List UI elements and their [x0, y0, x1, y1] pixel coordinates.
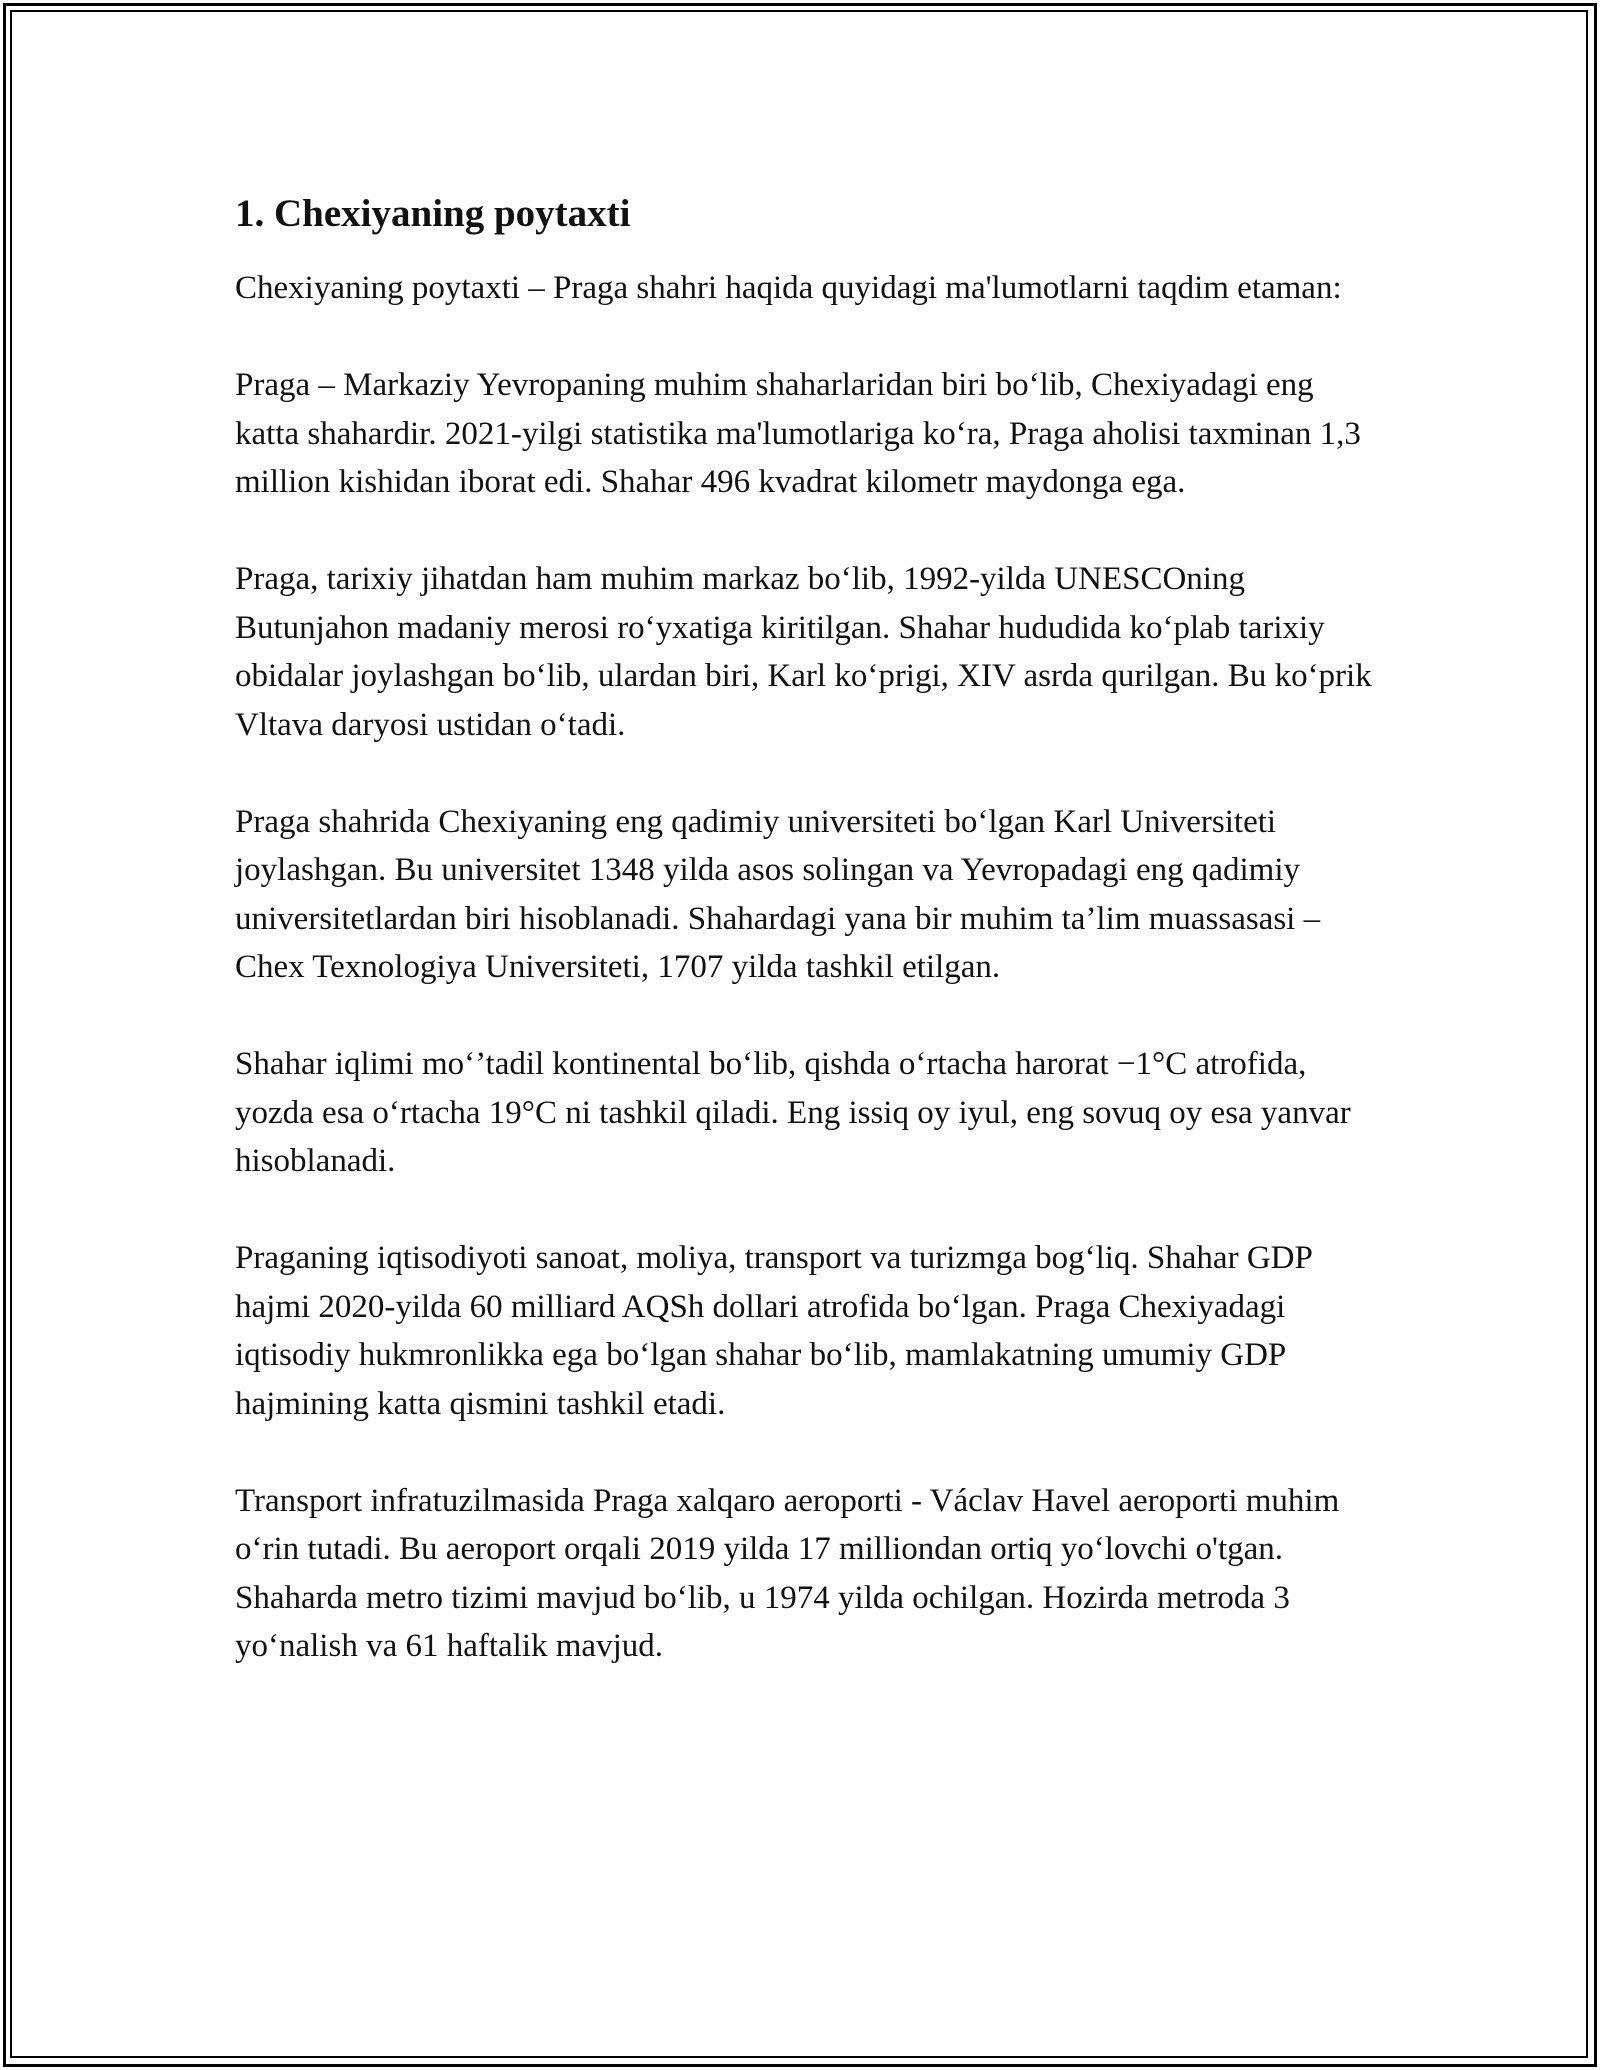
paragraph-history: Praga, tarixiy jihatdan ham muhim markaz bo‘lib, 1992-yilda UNESCOning Butunjahon madaniy merosi ro‘yxatiga kiritilgan. Shahar hududida ko‘plab tarixiy obidalar joylashgan bo‘lib, ulardan biri, Karl ko‘prigi, XIV asrda qurilgan. Bu ko‘prik Vltava daryosi ustidan o‘tadi. [235, 561, 1372, 743]
paragraph-education: Praga shahrida Chexiyaning eng qadimiy universiteti bo‘lgan Karl Universiteti joylashgan. Bu universitet 1348 yilda asos solingan va Yevropadagi eng qadimiy universitetlardan biri hisoblanadi. Shahardagi yana bir muhim ta’lim muassasasi – Chex Texnologiya Universiteti, 1707 yilda tashkil etilgan. [235, 803, 1321, 985]
paragraph-transport: Transport infratuzilmasida Praga xalqaro aeroporti - Václav Havel aeroporti muhim o‘rin tutadi. Bu aeroport orqali 2019 yilda 17 milliondan ortiq yo‘lovchi o'tgan. Shaharda metro tizimi mavjud bo‘lib, u 1974 yilda ochilgan. Hozirda metroda 3 yo‘nalish va 61 haftalik mavjud. [235, 1482, 1340, 1664]
document-body [235, 186, 1385, 1719]
document-title: 1. Chexiyaning poytaxti [235, 192, 631, 235]
paragraph-climate: Shahar iqlimi mo‘’tadil kontinental bo‘lib, qishda o‘rtacha harorat −1°C atrofida, yozda esa o‘rtacha 19°C ni tashkil qiladi. Eng issiq oy iyul, eng sovuq oy esa yanvar hisoblanadi. [235, 1046, 1351, 1179]
paragraph-overview: Praga – Markaziy Yevropaning muhim shaharlaridan biri bo‘lib, Chexiyadagi eng katta shahardir. 2021-yilgi statistika ma'lumotlariga ko‘ra, Praga aholisi taxminan 1,3 million kishidan iborat edi. Shahar 496 kvadrat kilometr maydonga ega. [235, 367, 1361, 500]
paragraph-economy: Praganing iqtisodiyoti sanoat, moliya, transport va turizmga bog‘liq. Shahar GDP hajmi 2020-yilda 60 milliard AQSh dollari atrofida bo‘lgan. Praga Chexiyadagi iqtisodiy hukmronlikka ega bo‘lgan shahar bo‘lib, mamlakatning umumiy GDP hajmining katta qismini tashkil etadi. [235, 1240, 1312, 1422]
paragraph-intro: Chexiyaning poytaxti – Praga shahri haqida quyidagi ma'lumotlarni taqdim etaman: [235, 270, 1342, 306]
